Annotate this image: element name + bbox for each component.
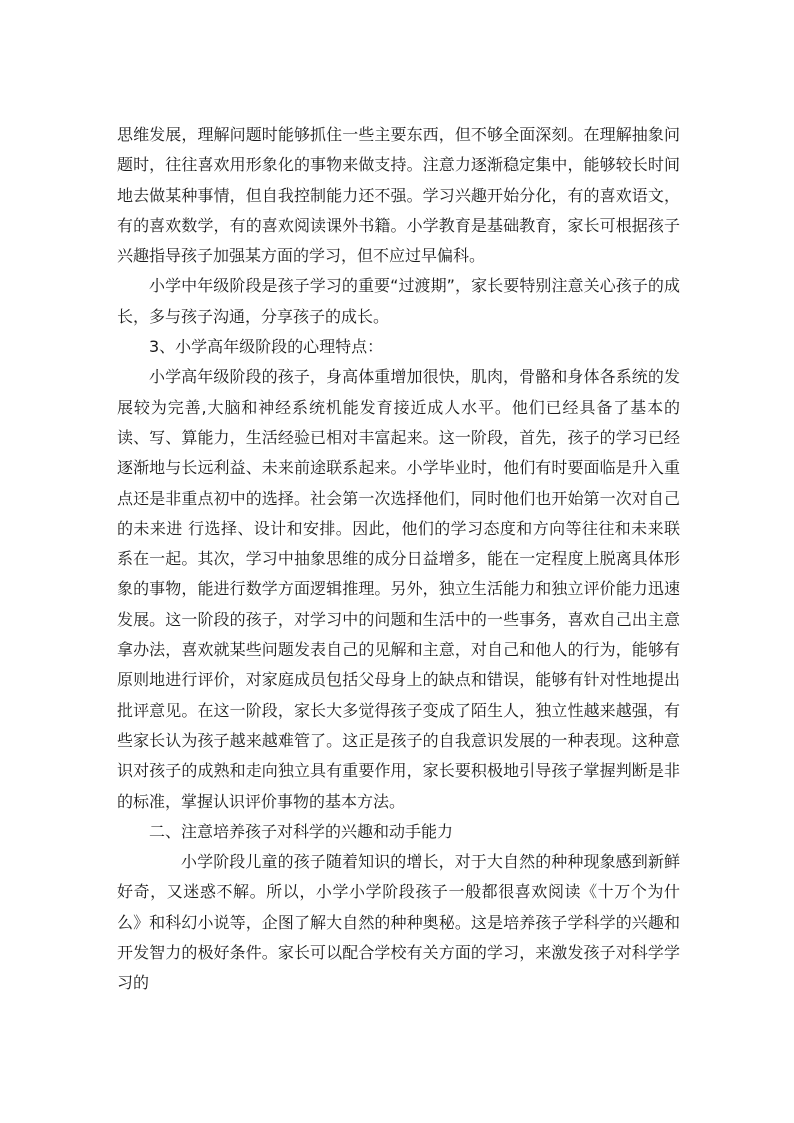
paragraph-upper-grades-traits: 小学高年级阶段的孩子，身高体重增加很快，肌肉，骨骼和身体各系统的发展较为完善,大脑和神经系统机能发育接近成人水平。他们已经具备了基本的读、写、算能力，生活经验已相对丰富起来。这一阶段，首先，孩子的学习已经逐渐地与长远利益、未来前途联系起来。小学毕业时，他们有时要面临是升入重点还是非重点初中的选择。社会第一次选择他们，同时他们也开始第一次对自己的未来进 行选择、设计和安排。因此，他们的学习态度和方向等往往和未来联系在一起。其次，学习中抽象思维的成分日益增多，能在一定程度上脱离具体形象的事物，能进行数学方面逻辑推理。另外，独立生活能力和独立评价能力迅速发展。这一阶段的孩子，对学习中的问题和生活中的一些事务，喜欢自己出主意拿办法，喜欢就某些问题发表自己的见解和主意，对自己和他人的行为，能够有原则地进行评价，对家庭成员包括父母身上的缺点和错误，能够有针对性地提出批评意见。在这一阶段，家长大多觉得孩子变成了陌生人，独立性越来越强，有些家长认为孩子越来越难管了。这正是孩子的自我意识发展的一种表现。这种意识对孩子的成熟和走向独立具有重要作用，家长要积极地引导孩子掌握判断是非的标准，掌握认识评价事物的基本方法。 bbox=[117, 367, 680, 811]
section-heading-upper-grades: 3、小学高年级阶段的心理特点： bbox=[149, 337, 384, 357]
section-heading-science-interest: 二、注意培养孩子对科学的兴趣和动手能力 bbox=[149, 821, 454, 841]
paragraph-thinking-development: 思维发展，理解问题时能够抓住一些主要东西，但不够全面深刻。在理解抽象问题时，往往喜欢用形象化的事物来做支持。注意力逐渐稳定集中，能够较长时间地去做某种事情，但自我控制能力还不强。学习兴趣开始分化，有的喜欢语文，有的喜欢数学，有的喜欢阅读课外书籍。小学教育是基础教育，家长可根据孩子兴趣指导孩子加强某方面的学习，但不应过早偏科。 bbox=[117, 125, 680, 266]
paragraph-science-interest: 小学阶段儿童的孩子随着知识的增长，对于大自然的种种现象感到新鲜好奇，又迷惑不解。所以，小学小学阶段孩子一般都很喜欢阅读《十万个为什么》和科幻小说等，企图了解大自然的种种奥秘。这是培养孩子学科学的兴趣和开发智力的极好条件。家长可以配合学校有关方面的学习，来激发孩子对科学学习的 bbox=[117, 852, 680, 993]
document-body bbox=[117, 120, 680, 999]
paragraph-transition-period: 小学中年级阶段是孩子学习的重要“过渡期”，家长要特别注意关心孩子的成长，多与孩子沟通，分享孩子的成长。 bbox=[117, 276, 680, 326]
